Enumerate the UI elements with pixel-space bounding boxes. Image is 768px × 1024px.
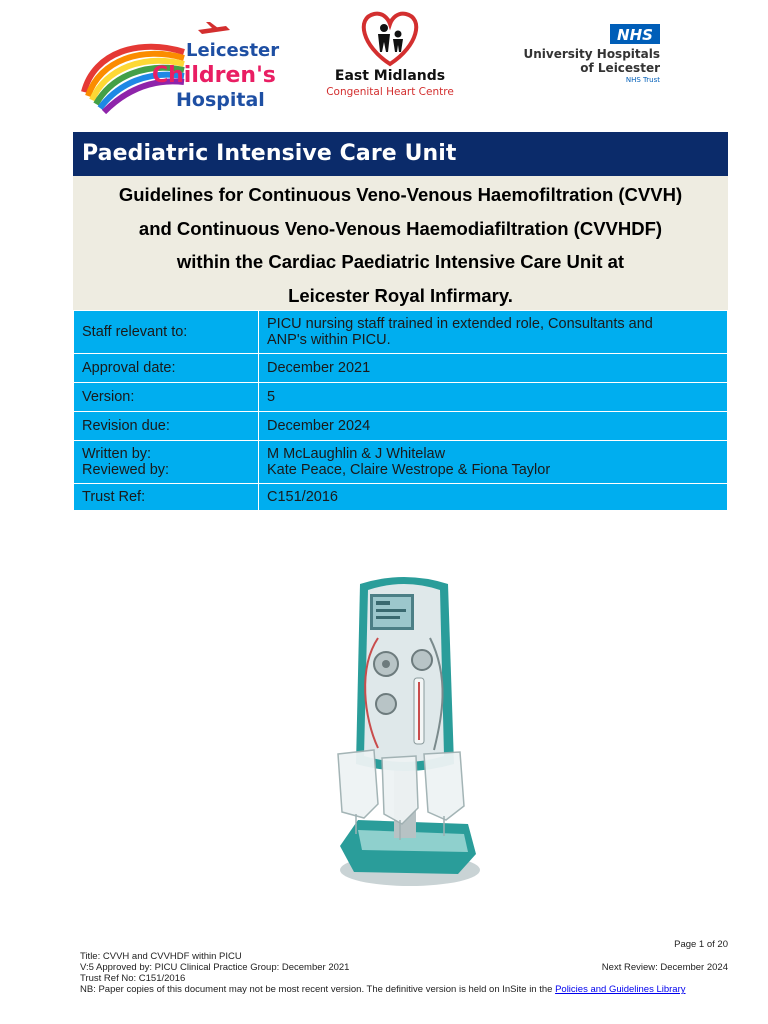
policies-guidelines-link[interactable]: Policies and Guidelines Library [555, 984, 686, 995]
nhs-university-hospitals-text: University Hospitals [524, 47, 660, 61]
authors-label [74, 441, 259, 484]
written-by-label: Written by: [82, 446, 152, 462]
table-row [74, 484, 728, 511]
approval-label: Approval date: [74, 354, 259, 383]
footer-nb-note [80, 984, 730, 995]
logo-childrens-text: Children's [152, 63, 276, 88]
trust-ref-value: C151/2016 [259, 484, 728, 511]
staff-value-line-2: ANP's within PICU. [267, 332, 391, 348]
table-row [74, 354, 728, 383]
nhs-uhl-logo [524, 22, 664, 86]
subtitle-line-4: Leicester Royal Infirmary. [288, 284, 513, 306]
nhs-badge-text: NHS [617, 26, 653, 44]
footer-trust-ref-line: Trust Ref No: C151/2016 [80, 973, 186, 984]
table-row [74, 412, 728, 441]
next-review: Next Review: December 2024 [601, 962, 728, 973]
reviewed-by-value: Kate Peace, Claire Westrope & Fiona Taylor [267, 462, 551, 478]
staff-value-line-1: PICU nursing staff trained in extended role, Consultants and [267, 316, 653, 332]
written-by-value: M McLaughlin & J Whitelaw [267, 446, 446, 462]
table-row [74, 311, 728, 354]
logo-hospital-text: Hospital [176, 89, 265, 111]
document-info-table [73, 310, 728, 511]
nhs-trust-text: NHS Trust [625, 76, 660, 84]
staff-label: Staff relevant to: [74, 311, 259, 354]
document-subtitle [73, 176, 728, 310]
page-number: Page 1 of 20 [674, 939, 728, 950]
page-title: Paediatric Intensive Care Unit [73, 132, 728, 176]
nb-text: NB: Paper copies of this document may not be most recent version. The definitive version is held on InSite in the [80, 984, 556, 995]
nhs-of-leicester-text: of Leicester [580, 61, 660, 75]
haemofiltration-machine-image [318, 568, 490, 890]
subtitle-line-1: Guidelines for Continuous Veno-Venous Haemofiltration (CVVH) [118, 184, 683, 205]
east-midlands-logo [312, 8, 468, 104]
trust-ref-label: Trust Ref: [74, 484, 259, 511]
version-value: 5 [259, 383, 728, 412]
subtitle-line-2: and Continuous Veno-Venous Haemodiafiltration (CVVHDF) [138, 217, 663, 239]
table-row [74, 441, 728, 484]
logo-east-midlands-text: East Midlands [334, 68, 446, 84]
leicester-childrens-hospital-logo [80, 22, 280, 114]
revision-label: Revision due: [74, 412, 259, 441]
logo-congenital-text: Congenital Heart Centre [326, 86, 454, 98]
reviewed-by-label: Reviewed by: [82, 462, 170, 478]
approval-value: December 2021 [259, 354, 728, 383]
staff-value [259, 311, 728, 354]
subtitle-line-3: within the Cardiac Paediatric Intensive Care Unit at [176, 251, 625, 272]
logo-leicester-text: Leicester [186, 40, 280, 61]
authors-value [259, 441, 728, 484]
footer-title-line: Title: CVVH and CVVHDF within PICU [80, 951, 242, 962]
footer-info [80, 951, 349, 984]
version-label: Version: [74, 383, 259, 412]
revision-value: December 2024 [259, 412, 728, 441]
footer-approved-line: V:5 Approved by: PICU Clinical Practice Group: December 2021 [80, 962, 350, 973]
table-row [74, 383, 728, 412]
